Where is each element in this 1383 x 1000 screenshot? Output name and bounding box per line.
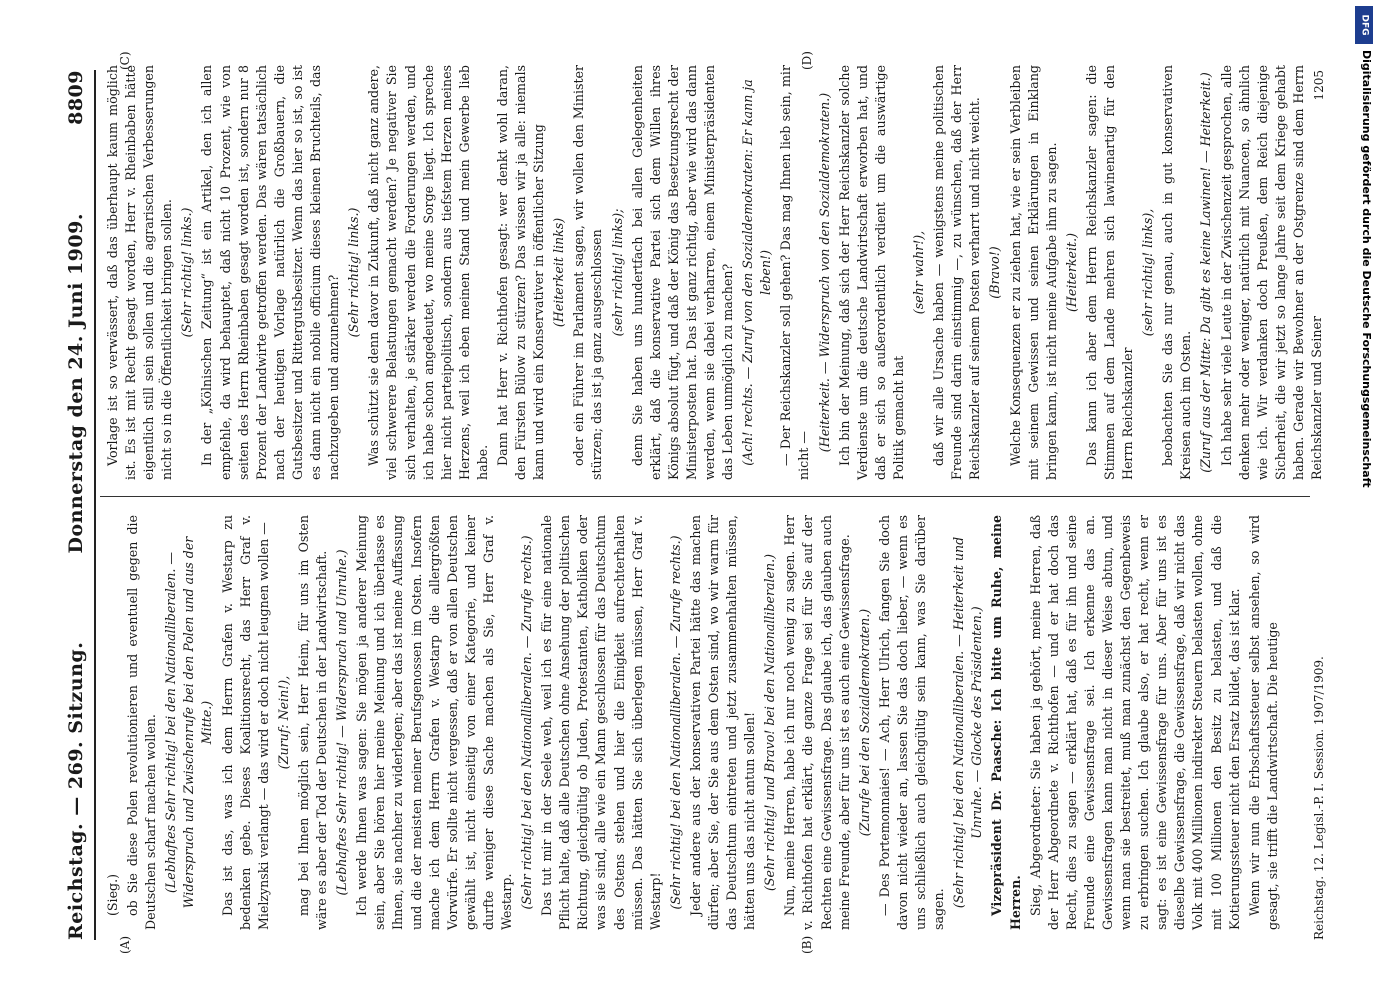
paragraph: mag bei Ihnen möglich sein, Herr Heim, für uns im Osten wäre es aber der Tod der Deutschen in der Landwirtschaft.: [295, 515, 330, 930]
paragraph: Welche Konsequenzen er zu ziehen hat, wie er sein Verbleiben mit seinem Gewissen und seinen Erklärungen in Einklang bringen kann, ist nicht meine Aufgabe ihm zu sagen.: [1007, 65, 1059, 480]
paragraph: Nun, meine Herren, habe ich nur noch wenig zu sagen. Herr v. Richthofen hat erklärt, die ganze Frage sei für Sie auf der Rechten eine Gewissensfrage. Das glaube ich, das glauben auch meine Freunde, aber für uns ist es auch eine Gewissensfrage.: [782, 515, 852, 930]
digitization-credit: [1355, 0, 1377, 1000]
footer-sheet-number: 1205: [1312, 70, 1326, 101]
header-left: Reichstag. — 269. Sitzung.: [65, 641, 87, 940]
interjection: (Lebhaftes Sehr richtig! bei den Nationalliberalen. — Widerspruch und Zwischenrufe bei den Polen und aus der Mitte.): [163, 536, 215, 909]
paragraph: (Sieg.): [105, 874, 120, 916]
footer-session: Reichstag. 12. Legisl.-P. I. Session. 1907/1909.: [1312, 656, 1326, 940]
paragraph: oder ein Führer im Parlament sagen, wir wollen den Minister stürzen; das ist ja ganz ausgeschlossen: [571, 65, 605, 480]
interjection: (Zurufe bei den Sozialdemokraten.): [856, 608, 872, 837]
paragraph: Vorlage ist so verwässert, daß das überhaupt kaum möglich ist. Es ist mit Recht gesagt worden, Herr v. Rheinbaben hätte eigentlich still sein sollen und die agrarischen Verbesserungen nicht so in die Öffentlichkeit bringen sollen.: [105, 65, 175, 480]
interjection: (Bravo!): [987, 246, 1003, 299]
interjection: (Sehr richtig! bei den Nationalliberalen. — Zurufe rechts.): [519, 535, 535, 910]
paragraph: Ich werde Ihnen was sagen: Sie mögen ja anderer Meinung sein, aber Sie hören hier meine Meinung und ich überlasse es Ihnen, sie nachher zu widerlegen; aber das ist meine Auffassung und die der meisten meiner Berufsgenossen im Osten. Insofern mache ich dem Herrn Grafen v. Westarp die allergrößten Vorwürfe. Er sollte nicht vergessen, daß er von allen Deutschen gewählt ist, nicht einseitig von einer Kategorie, und keiner durfte weniger diese Sache machen als Sie, Herr Graf v. Westarp.: [354, 515, 514, 930]
dfg-logo: [1355, 6, 1373, 44]
paragraph: Das kann ich aber dem Herrn Reichskanzler sagen: die Stimmen auf dem Lande mehren sich lawinenartig für den Herrn Reichskanzler: [1083, 65, 1136, 480]
margin-marker-b: (B): [800, 935, 814, 954]
interjection: (Heiterkeit links): [551, 217, 567, 328]
paragraph: ob Sie diese Polen revolutionieren und eventuell gegen die Deutschen scharf machen wollen.: [125, 515, 159, 930]
header-date: Donnerstag den 24. Juni 1909.: [65, 213, 87, 554]
column-divider: [100, 496, 1310, 497]
interjection: (Heiterkeit. — Widerspruch von den Sozialdemokraten.): [816, 92, 832, 453]
page-header: [62, 70, 90, 940]
margin-marker-d: (D): [800, 51, 814, 70]
paragraph: denn Sie haben uns hundertfach bei allen Gelegenheiten erklärt, daß die konservative Partei sich dem Willen ihres Königs absolut fügt, und daß der König das Besetzungsrecht der Ministerposten hat. Das ist ganz richtig, aber wie wird das dann werden, wenn sie dabei verharren, einem Ministerpräsidenten das Leben unmöglich zu machen?: [629, 65, 736, 480]
interjection: (Sehr richtig! links.): [179, 207, 195, 338]
paragraph: Sieg, Abgeordneter: Sie haben ja gehört, meine Herren, daß der Herr Abgeordnete v. Richthofen — und er hat doch das Recht, dies zu sagen — erklärt hat, daß es für ihn und seine Freunde eine Gewissensfrage sei. Ich erkenne das an. Gewissensfragen kann man nicht in dieser Weise abtun, und wenn man sie bestreitet, muß man zunächst den Gegenbeweis zu erbringen suchen. Ich glaube also, er hat recht, wenn er sagt: es ist eine Gewissensfrage für uns. Aber für uns ist es dieselbe Gewissensfrage, die Gewissensfrage, daß wir nicht das Volk mit 400 Millionen indirekter Steuern belasten wollen, ohne mit 100 Millionen den Besitz zu belasten, und daß die Kotierungssteuer nicht den Ersatz bildet, das ist klar.: [1027, 515, 1242, 930]
interjection: (Zuruf aus der Mitte: Da gibt es keine Lawinen! — Heiterkeit.): [1198, 72, 1214, 473]
interjection: (Sehr richtig! links.): [346, 207, 362, 338]
interjection: (Sehr richtig! bei den Nationalliberalen. — Heiterkeit und Unruhe. — Glocke des Präsidenten.): [951, 536, 985, 909]
paragraph: Dann hat Herr v. Richthofen gesagt: wer denkt wohl daran, den Fürsten Bülow zu stürzen? Das wissen wir ja alle: niemals kann und wird ein Konservativer in öffentlicher Sitzung: [494, 65, 547, 480]
left-column: [104, 515, 1304, 930]
dfg-logo-text: DFG: [1359, 14, 1370, 36]
interjection: (sehr richtig! links);: [609, 208, 625, 337]
paragraph: — Des Portemonnaies! — Ach, Herr Ulrich, fangen Sie doch davon nicht wieder an, lassen Sie das doch lieber, — wenn es uns schließlich auch gleichgültig sein kann, was Sie darüber sagen.: [876, 515, 947, 930]
paragraph: Ich bin der Meinung, daß sich der Herr Reichskanzler solche Verdienste um die deutsche Landwirtschaft erworben hat, und daß er sich so außerordentlich verdient um die auswärtige Politik gemacht hat: [836, 65, 906, 480]
paragraph: Ich habe sehr viele Leute in der Zwischenzeit gesprochen, alle denken mehr oder weniger, natürlich mit Nuancen, so ähnlich wie ich. Wir verdanken doch Preußen, dem Reich diejenige Sicherheit, die wir jetzt so lange Jahre seit dem Kriege gehabt haben. Gerade wir Bewohner an der Ostgrenze sind dem Herrn Reichskanzler und Seiner: [1218, 65, 1324, 480]
margin-marker-a: (A): [118, 935, 132, 954]
paragraph: daß wir alle Ursache haben — wenigstens meine politischen Freunde sind darin einstimmig —, zu wünschen, daß der Herr Reichskanzler auf seinem Posten verharrt und nicht weicht.: [931, 65, 983, 480]
header-rule: [94, 70, 96, 940]
paragraph: Das ist das, was ich dem Herrn Grafen v. Westarp zu bedenken gebe. Dieses Koalitionsrecht, das Herr Graf v. Mielzynski verlangt — das wird er doch nicht leugnen wollen —: [219, 515, 271, 930]
interjection: (Sehr richtig! und Bravo! bei den Nationalliberalen.): [762, 554, 778, 892]
interjection: (Zuruf: Nein!),: [275, 675, 291, 770]
paragraph: Das tut mir in der Seele weh, weil ich es für eine nationale Pflicht halte, daß alle Deutschen ohne Ansehung der politischen Richtung, gleichgültig ob Juden, Protestanten, Katholiken oder was sie sind, alle wie ein Mann geschlossen für das Deutschtum des Ostens stehen und hier die Einigkeit aufrechterhalten müssen. Das hätten Sie sich überlegen müssen, Herr Graf v. Westarp!: [539, 515, 663, 930]
interjection: (Lebhaftes Sehr richtig! — Widerspruch und Unruhe.): [334, 549, 350, 896]
interjection: (Sehr richtig! bei den Nationalliberalen. — Zurufe rechts.): [667, 535, 683, 910]
margin-marker-c: (C): [118, 51, 132, 70]
interjection: (Ach! rechts. — Zuruf von den Sozialdemokraten: Er kann ja leben!): [740, 79, 774, 466]
paragraph: Wenn wir nun die Erbschaftssteuer selbst ansehen, so wird gesagt, sie trifft die Landwirtschaft. Die heutige: [1246, 515, 1280, 930]
interjection: (sehr wahr!),: [911, 230, 927, 315]
paragraph: Vizepräsident Dr. Paasche: Ich bitte um Ruhe, meine Herren.: [989, 515, 1023, 930]
paragraph: — Der Reichskanzler soll gehen? Das mag Ihnen lieb sein, mir nicht —: [778, 65, 812, 480]
interjection: (Heiterkeit.): [1063, 233, 1079, 312]
paragraph: Was schützt sie denn davor in Zukunft, daß nicht ganz andere, viel schwerere Belastungen gemacht werden? Je negativer Sie sich verhalten, je stärker werden die Forderungen werden, und ich habe schon angedeutet, wo meine Sorge liegt. Ich spreche hier nicht parteipolitisch, sondern aus tiefstem Herzen meines Herzens, weil ich eben meinen Stand und mein Gewerbe lieb habe.: [366, 65, 490, 480]
page-footer: [1312, 70, 1326, 940]
paragraph: beobachten Sie das nur genau, auch in gut konservativen Kreisen auch im Osten.: [1160, 65, 1194, 480]
paragraph: In der „Kölnischen Zeitung“ ist ein Artikel, den ich allen empfehle, da wird behauptet, daß nicht 10 Prozent, wie von seiten des Herrn Rheinbaben gesagt worden ist, sondern nur 8 Prozent der Landwirte getroffen werden. Das wären tatsächlich nach der heutigen Vorlage natürlich die Großbauern, die Gutsbesitzer und Rittergutsbesitzer. Wenn das hier so ist, so ist es dann nicht ein nobile officium dieses kleinen Bruchteils, das nachzugeben und anzunehmen?: [199, 65, 342, 480]
paragraph: Jeder andere aus der konservativen Partei hätte das machen dürfen; aber Sie, der Sie aus dem Osten sind, wo wir warm für das Deutschtum eintreten und jetzt zusammenhalten müssen, hätten uns das nicht antun sollen!: [687, 515, 758, 930]
page-number: 8809: [65, 70, 87, 125]
interjection: (sehr richtig! links),: [1140, 208, 1156, 337]
credit-text: Digitalisierung gefördert durch die Deutsche Forschungsgemeinschaft: [1360, 50, 1373, 488]
